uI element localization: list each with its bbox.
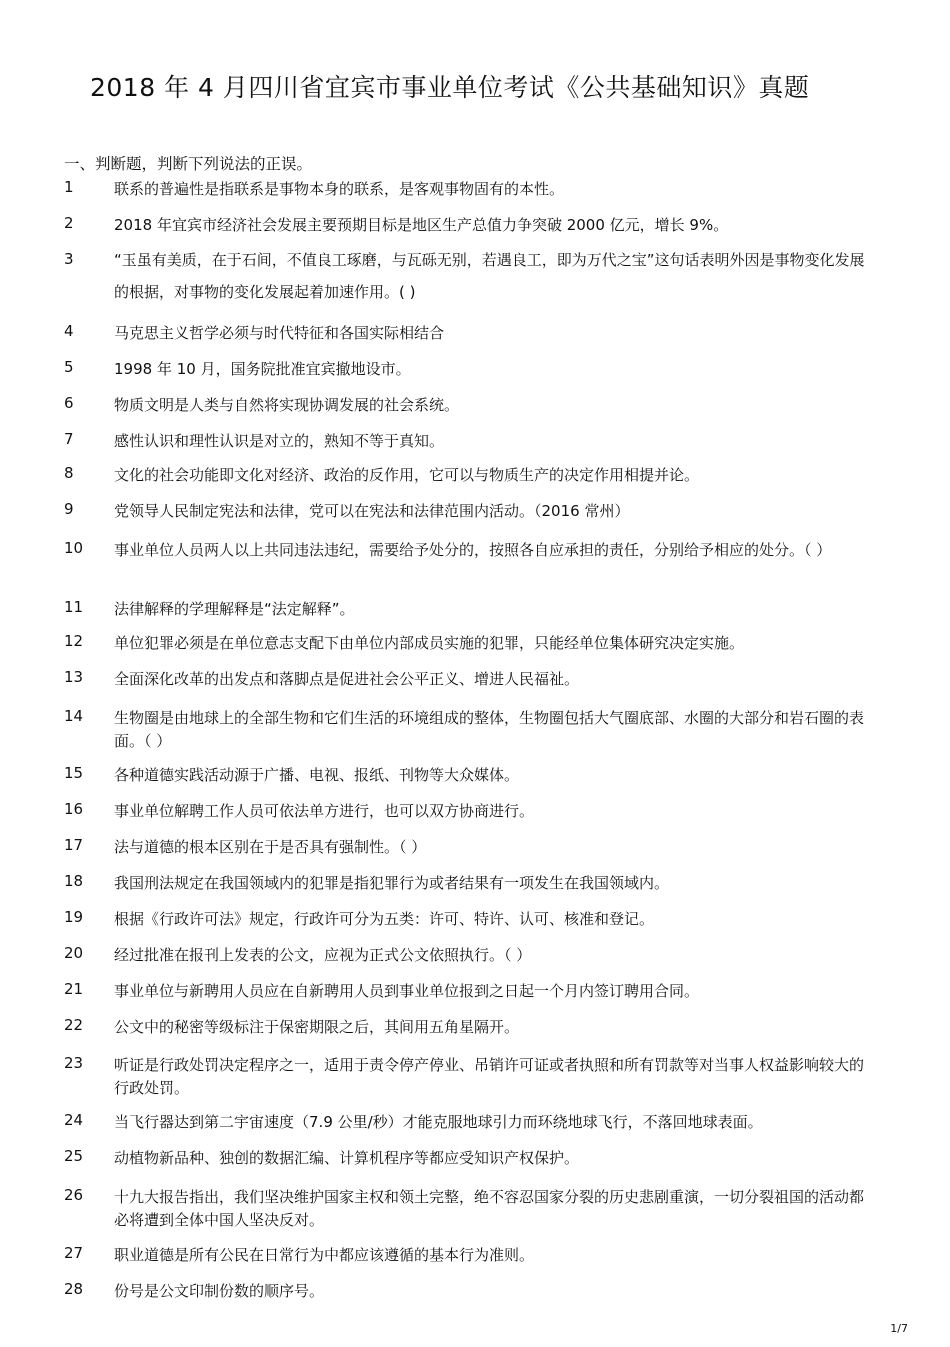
question-text: 事业单位人员两人以上共同违法违纪，需要给予处分的，按照各自应承担的责任，分别给予相应的处分。（ ） <box>114 541 832 559</box>
document-title: 2018 年 4 月四川省宜宾市事业单位考试《公共基础知识》真题 <box>90 73 810 102</box>
question-text: 职业道德是所有公民在日常行为中都应该遵循的基本行为准则。 <box>114 1246 535 1264</box>
question-number: 20 <box>64 944 84 962</box>
question-number: 7 <box>64 430 74 448</box>
question-text: 动植物新品种、独创的数据汇编、计算机程序等都应受知识产权保护。 <box>114 1149 580 1167</box>
question-number: 16 <box>64 800 84 818</box>
question-number: 6 <box>64 394 74 412</box>
question-number: 19 <box>64 908 84 926</box>
question-text: 法与道德的根本区别在于是否具有强制性。（ ） <box>114 838 427 856</box>
question-number: 11 <box>64 598 84 616</box>
question-text: 马克思主义哲学必须与时代特征和各国实际相结合 <box>114 324 445 342</box>
question-number: 21 <box>64 980 84 998</box>
question-text: 听证是行政处罚决定程序之一，适用于责令停产停业、吊销许可证或者执照和所有罚款等对当事人权益影响较大的行政处罚。 <box>114 1056 865 1097</box>
question-number: 27 <box>64 1244 84 1262</box>
question-text: 各种道德实践活动源于广播、电视、报纸、刊物等大众媒体。 <box>114 766 520 784</box>
question-text: 1998 年 10 月，国务院批准宜宾撤地设市。 <box>114 360 411 378</box>
question-number: 8 <box>64 464 74 482</box>
question-number: 13 <box>64 668 84 686</box>
question-text: 十九大报告指出，我们坚决维护国家主权和领土完整，绝不容忍国家分裂的历史悲剧重演，一切分裂祖国的活动都必将遭到全体中国人坚决反对。 <box>114 1188 865 1229</box>
question-number: 9 <box>64 500 74 518</box>
question-number: 12 <box>64 632 84 650</box>
question-text: 公文中的秘密等级标注于保密期限之后，其间用五角星隔开。 <box>114 1018 520 1036</box>
question-text: “玉虽有美质，在于石间，不值良工琢磨，与瓦砾无别，若遇良工，即为万代之宝”这句话表明外因是事物变化发展的根据，对事物的变化发展起着加速作用。( ) <box>114 251 865 301</box>
question-text: 事业单位与新聘用人员应在自新聘用人员到事业单位报到之日起一个月内签订聘用合同。 <box>114 982 700 1000</box>
question-number: 23 <box>64 1054 84 1072</box>
question-text: 事业单位解聘工作人员可依法单方进行，也可以双方协商进行。 <box>114 802 535 820</box>
question-number: 22 <box>64 1016 84 1034</box>
question-text: 全面深化改革的出发点和落脚点是促进社会公平正义、增进人民福祉。 <box>114 670 580 688</box>
question-number: 18 <box>64 872 84 890</box>
question-number: 26 <box>64 1186 84 1204</box>
question-text: 根据《行政许可法》规定，行政许可分为五类：许可、特许、认可、核准和登记。 <box>114 910 655 928</box>
question-number: 25 <box>64 1147 84 1165</box>
section-heading: 一、判断题，判断下列说法的正误。 <box>64 155 313 173</box>
question-text: 2018 年宜宾市经济社会发展主要预期目标是地区生产总值力争突破 2000 亿元，增长 9%。 <box>114 216 729 234</box>
question-text: 党领导人民制定宪法和法律，党可以在宪法和法律范围内活动。（2016 常州） <box>114 502 630 520</box>
question-number: 10 <box>64 539 84 557</box>
question-text: 联系的普遍性是指联系是事物本身的联系，是客观事物固有的本性。 <box>114 180 565 198</box>
question-text: 份号是公文印制份数的顺序号。 <box>114 1282 325 1300</box>
question-text: 文化的社会功能即文化对经济、政治的反作用，它可以与物质生产的决定作用相提并论。 <box>114 466 700 484</box>
question-number: 3 <box>64 250 74 268</box>
question-text: 生物圈是由地球上的全部生物和它们生活的环境组成的整体，生物圈包括大气圈底部、水圈的大部分和岩石圈的表面。（ ） <box>114 709 865 750</box>
question-number: 24 <box>64 1111 84 1129</box>
question-number: 5 <box>64 358 74 376</box>
question-number: 1 <box>64 178 74 196</box>
question-text: 法律解释的学理解释是“法定解释”。 <box>114 600 355 618</box>
question-number: 4 <box>64 322 74 340</box>
question-text: 经过批准在报刊上发表的公文，应视为正式公文依照执行。（ ） <box>114 946 532 964</box>
question-text: 当飞行器达到第二宇宙速度（7.9 公里/秒）才能克服地球引力而环绕地球飞行，不落回地球表面。 <box>114 1113 763 1131</box>
question-number: 28 <box>64 1280 84 1298</box>
question-text: 感性认识和理性认识是对立的，熟知不等于真知。 <box>114 432 445 450</box>
question-text: 物质文明是人类与自然将实现协调发展的社会系统。 <box>114 396 460 414</box>
question-text: 单位犯罪必须是在单位意志支配下由单位内部成员实施的犯罪，只能经单位集体研究决定实施。 <box>114 634 745 652</box>
question-text: 我国刑法规定在我国领域内的犯罪是指犯罪行为或者结果有一项发生在我国领域内。 <box>114 874 670 892</box>
question-number: 17 <box>64 836 84 854</box>
page-number: 1/7 <box>890 1322 908 1335</box>
question-number: 15 <box>64 764 84 782</box>
question-number: 14 <box>64 707 84 725</box>
question-number: 2 <box>64 214 74 232</box>
